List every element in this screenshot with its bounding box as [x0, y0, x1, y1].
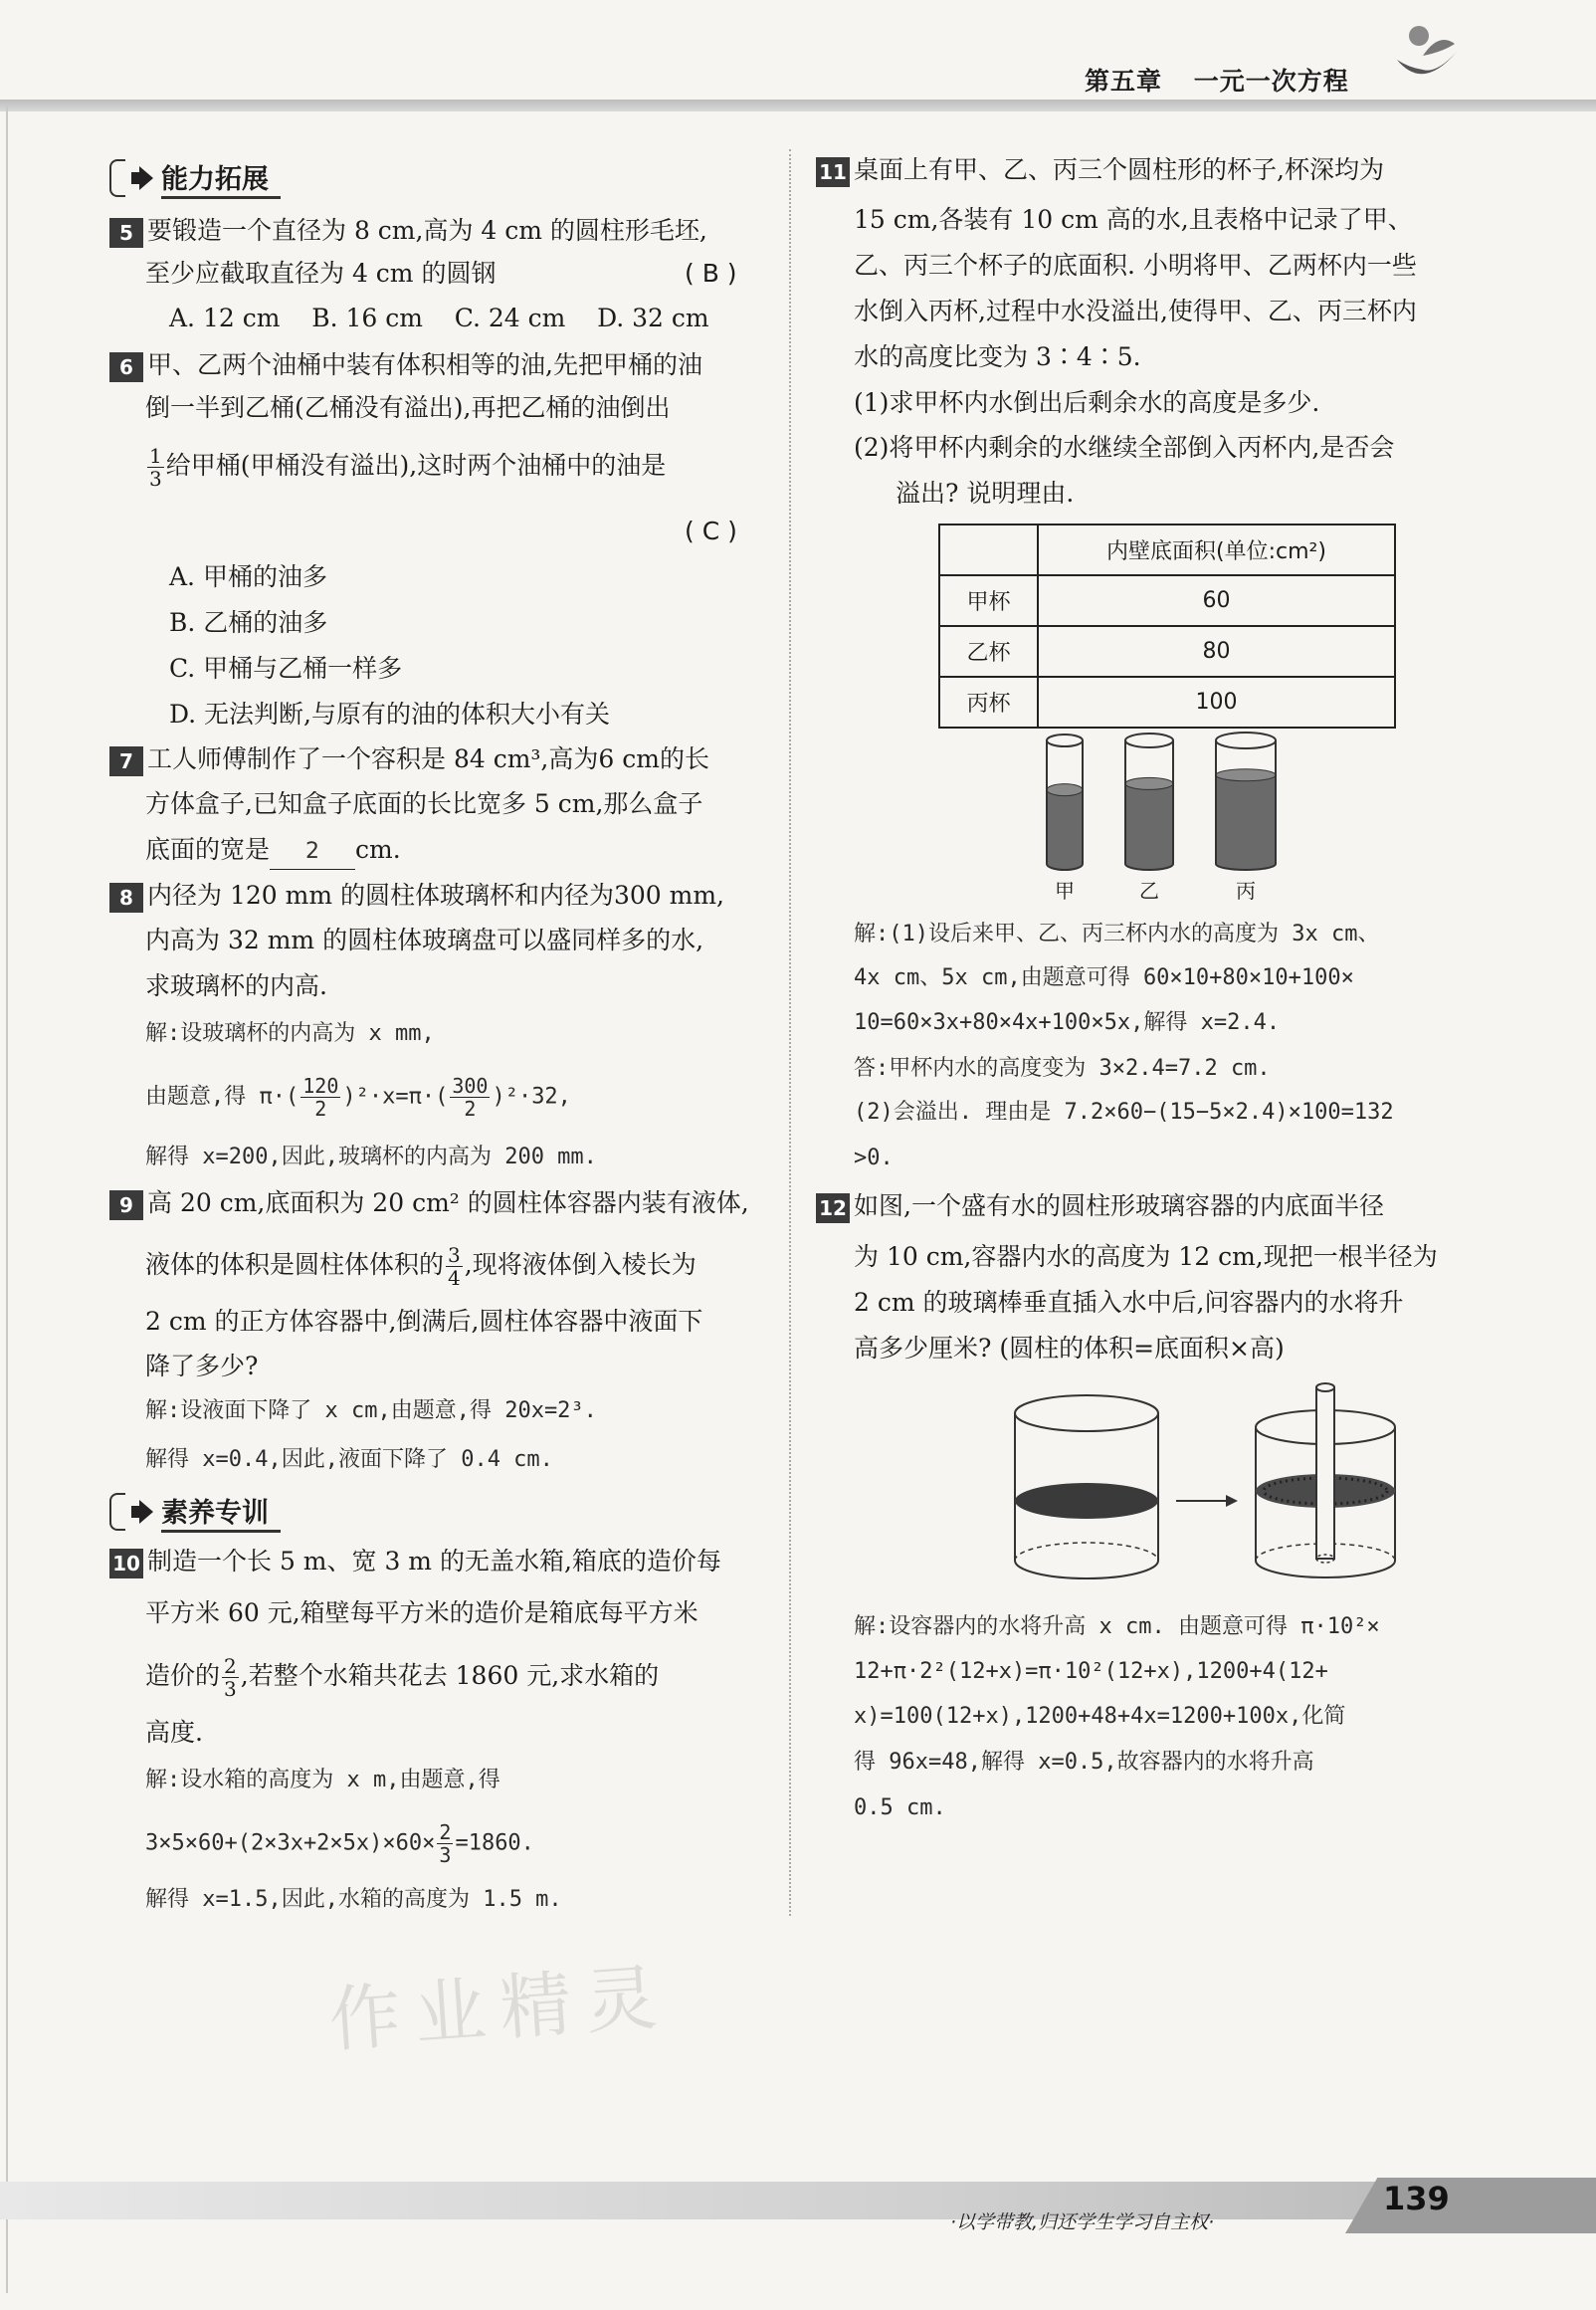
solution-line: 解:设水箱的高度为 x m,由题意,得 [145, 1768, 500, 1792]
sub-question-2-cont: 溢出? 说明理由. [896, 479, 1075, 508]
solution-line: 解:设容器内的水将升高 x cm. 由题意可得 π·10²× [854, 1614, 1380, 1639]
fraction: $\frac{1}{3}$ [149, 444, 162, 491]
water-level [1047, 790, 1083, 870]
question-number: 7 [109, 746, 143, 776]
question-6: 6 甲、乙两个油桶中装有体积相等的油,先把甲桶的油 [109, 348, 702, 382]
solution-line: 10=60×3x+80×4x+100×5x,解得 x=2.4. [854, 1010, 1281, 1035]
question-11-line4: 水倒入丙杯,过程中水没溢出,使得甲、乙、丙三杯内 [854, 297, 1417, 325]
chapter-title: 第五章 一元一次方程 [1085, 67, 1349, 96]
question-6-line3: $\frac{1}{3}$ 给甲桶(甲桶没有溢出),这时两个油桶中的油是 [149, 444, 667, 491]
question-10-line3: 造价的 $\frac{2}{3}$ ,若整个水箱共花去 1860 元,求水箱的 [145, 1654, 660, 1701]
question-12-line3: 2 cm 的玻璃棒垂直插入水中后,问容器内的水将升 [854, 1288, 1404, 1317]
arrow-icon [1176, 1495, 1238, 1507]
container-after [1256, 1383, 1395, 1577]
question-number: 12 [816, 1193, 850, 1223]
section-literacy [109, 1491, 281, 1533]
table-row: 丙杯 100 [939, 677, 1395, 728]
cup-label-yi: 乙 [1139, 879, 1159, 903]
watermark: 作业精灵 [325, 1955, 674, 2062]
solution-line: 解:设玻璃杯的内高为 x mm, [145, 1021, 435, 1046]
question-11-line5: 水的高度比变为 3∶4∶5. [854, 342, 1141, 371]
fill-blank-answer: 2 [270, 835, 355, 870]
question-10-line4: 高度. [145, 1718, 203, 1747]
answer-choice: ( C ) [685, 517, 737, 545]
cup-area-table [938, 524, 1396, 729]
question-12-line4: 高多少厘米? (圆柱的体积=底面积×高) [854, 1334, 1285, 1363]
solution-line: >0. [854, 1146, 894, 1170]
water-surface [1047, 784, 1083, 796]
question-8-line3: 求玻璃杯的内高. [145, 971, 327, 1000]
solution-line: 解得 x=0.4,因此,液面下降了 0.4 cm. [145, 1447, 553, 1472]
solution-equation: 3×5×60+(2×3x+2×5x)×60× $\frac{2}{3}$ =1860. [145, 1820, 534, 1867]
solution-equation: 由题意,得 π·( $\frac{120}{2}$ )²·x=π·( $\frac{300}{2}$ )²·32, [145, 1074, 571, 1121]
table-header-cell: 内壁底面积(单位:cm²) [1038, 525, 1395, 575]
question-11-line2: 15 cm,各装有 10 cm 高的水,且表格中记录了甲、 [854, 205, 1413, 234]
solution-line: 解得 x=200,因此,玻璃杯的内高为 200 mm. [145, 1145, 597, 1169]
solution-line: 0.5 cm. [854, 1795, 946, 1820]
question-9-line4: 降了多少? [145, 1352, 259, 1380]
option-c: C. 甲桶与乙桶一样多 [169, 654, 403, 683]
question-7: 7 工人师傅制作了一个容积是 84 cm³,高为6 cm的长 [109, 742, 709, 776]
cup-yi [1125, 734, 1173, 870]
solution-line: (2)会溢出. 理由是 7.2×60−(15−5×2.4)×100=132 [854, 1100, 1394, 1125]
section-title: 素养专训 [161, 1491, 281, 1533]
water-surface [1125, 777, 1173, 789]
solution-line: 解:设液面下降了 x cm,由题意,得 20x=2³. [145, 1398, 597, 1423]
water-level [1125, 783, 1173, 870]
water-level [1216, 775, 1276, 870]
option-d: D. 无法判断,与原有的油的体积大小有关 [169, 700, 610, 729]
question-11: 11 桌面上有甲、乙、丙三个圆柱形的杯子,杯深均为 [816, 153, 1384, 187]
cup-bing [1216, 733, 1276, 870]
question-9: 9 高 20 cm,底面积为 20 cm² 的圆柱体容器内装有液体, [109, 1186, 749, 1220]
question-number: 11 [816, 157, 850, 187]
cup-label-bing: 丙 [1236, 879, 1256, 903]
solution-line: 12+π·2²(12+x)=π·10²(12+x),1200+4(12+ [854, 1659, 1328, 1684]
question-number: 6 [109, 352, 143, 382]
question-5: 5 要锻造一个直径为 8 cm,高为 4 cm 的圆柱形毛坯, [109, 214, 707, 248]
question-6-line2: 倒一半到乙桶(乙桶没有溢出),再把乙桶的油倒出 [145, 393, 671, 422]
question-5-line2: 至少应截取直径为 4 cm 的圆钢 [145, 259, 497, 288]
question-12-line2: 为 10 cm,容器内水的高度为 12 cm,现把一根半径为 [854, 1242, 1438, 1271]
section-title: 能力拓展 [161, 157, 281, 199]
book-logo-icon [1393, 22, 1463, 105]
container-diagram [1005, 1381, 1483, 1590]
solution-line: 答:甲杯内水的高度变为 3×2.4=7.2 cm. [854, 1056, 1271, 1081]
cup-jia [1047, 735, 1083, 870]
question-number: 10 [109, 1549, 143, 1578]
question-9-line2: 液体的体积是圆柱体体积的 $\frac{3}{4}$ ,现将液体倒入棱长为 [145, 1243, 697, 1290]
option-b: B. 乙桶的油多 [169, 608, 328, 637]
answer-choice: ( B ) [685, 259, 737, 288]
water-surface [1216, 769, 1276, 781]
question-number: 5 [109, 218, 143, 248]
question-7-line3: 底面的宽是 2 cm. [145, 833, 401, 870]
question-number: 9 [109, 1190, 143, 1220]
table-header-row [939, 525, 1395, 575]
question-7-line2: 方体盒子,已知盒子底面的长比宽多 5 cm,那么盒子 [145, 789, 703, 818]
question-9-line3: 2 cm 的正方体容器中,倒满后,圆柱体容器中液面下 [145, 1307, 703, 1336]
cup-label-jia: 甲 [1055, 879, 1075, 903]
question-number: 8 [109, 883, 143, 913]
solution-line: 解得 x=1.5,因此,水箱的高度为 1.5 m. [145, 1887, 562, 1912]
table-row: 甲杯 60 [939, 575, 1395, 626]
sub-question-2: (2)将甲杯内剩余的水继续全部倒入丙杯内,是否会 [854, 433, 1395, 462]
question-11-line3: 乙、丙三个杯子的底面积. 小明将甲、乙两杯内一些 [854, 251, 1417, 280]
solution-line: 得 96x=48,解得 x=0.5,故容器内的水将升高 [854, 1750, 1314, 1775]
sub-question-1: (1)求甲杯内水倒出后剩余水的高度是多少. [854, 388, 1320, 417]
option-a: A. 甲桶的油多 [169, 562, 327, 591]
question-10-line2: 平方米 60 元,箱壁每平方米的造价是箱底每平方米 [145, 1598, 698, 1627]
question-8: 8 内径为 120 mm 的圆柱体玻璃杯和内径为300 mm, [109, 879, 724, 913]
solution-line: 4x cm、5x cm,由题意可得 60×10+80×10+100× [854, 965, 1354, 990]
solution-line: 解:(1)设后来甲、乙、丙三杯内水的高度为 3x cm、 [854, 922, 1380, 946]
page-number: 139 [1383, 2180, 1450, 2217]
question-12: 12 如图,一个盛有水的圆柱形玻璃容器的内底面半径 [816, 1189, 1384, 1223]
question-5-options: A. 12 cm B. 16 cm C. 24 cm D. 32 cm [169, 304, 709, 332]
question-8-line2: 内高为 32 mm 的圆柱体玻璃盘可以盛同样多的水, [145, 926, 704, 954]
column-divider [789, 149, 791, 1916]
table-row: 乙杯 80 [939, 626, 1395, 677]
solution-line: x)=100(12+x),1200+48+4x=1200+100x,化简 [854, 1704, 1346, 1729]
question-10: 10 制造一个长 5 m、宽 3 m 的无盖水箱,箱底的造价每 [109, 1545, 721, 1578]
container-before [1015, 1395, 1158, 1578]
footer-motto: ·以学带教,归还学生学习自主权· [950, 2211, 1215, 2233]
section-ability [109, 157, 281, 199]
